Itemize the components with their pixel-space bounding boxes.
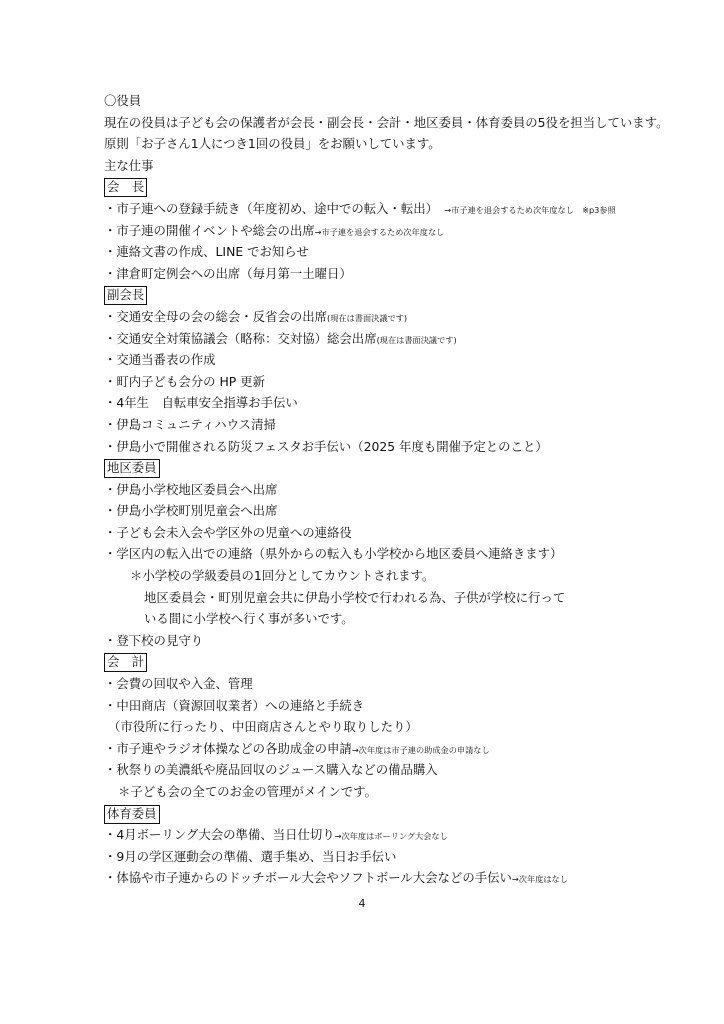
page-number: 4 <box>358 897 366 910</box>
item-text: ・中田商店（資源回収業者）への連絡と手続き <box>104 697 365 713</box>
item-text: ・伊島コミュニティハウス清掃 <box>104 416 276 432</box>
item-text: ・市子連やラジオ体操などの各助成金の申請 <box>104 740 352 756</box>
heading-chiku-row <box>104 457 704 479</box>
list-item <box>104 824 704 846</box>
sub-note: ＊小学校の学級委員の1回分としてカウントされます。 <box>130 568 435 584</box>
item-note: (現在は書面決議です) <box>376 334 457 345</box>
item-text: ・9月の学区運動会の準備、選手集め、当日お手伝い <box>104 848 397 864</box>
item-note: (現在は書面決議です) <box>327 312 408 323</box>
heading-kaikei: 会 計 <box>104 653 147 672</box>
list-item <box>104 198 704 220</box>
item-text: ・秋祭りの美濃紙や廃品回収のジュース購入などの備品購入 <box>104 762 438 778</box>
heading-taiiku: 体育委員 <box>104 805 160 824</box>
list-item: ・子ども会未入会や学区外の児童への連絡役 <box>104 524 352 540</box>
list-item <box>104 349 704 371</box>
list-item <box>104 759 704 781</box>
list-item <box>104 673 704 695</box>
sub-note: 地区委員会・町別児童会共に伊島小学校で行われる為、子供が学校に行って <box>144 589 566 605</box>
list-item <box>104 867 704 889</box>
item-text: ・4月ボーリング大会の準備、当日仕切り <box>104 827 335 843</box>
list-item <box>104 436 704 458</box>
item-text: ・町内子ども会分の HP 更新 <box>104 373 265 389</box>
item-note: →次年度はなし <box>511 874 568 885</box>
list-item <box>104 846 704 868</box>
item-text: ・市子連への登録手続き（年度初め、途中での転入・転出） <box>104 200 445 216</box>
item-text: ・4年生 自転車安全指導お手伝い <box>104 395 298 411</box>
item-text: ・交通安全母の会の総会・反省会の出席 <box>104 308 328 324</box>
item-note: →次年度は市子連の助成金の申請なし <box>351 744 490 755</box>
list-item <box>104 328 704 350</box>
item-text: ・市子連の開催イベントや総会の出席 <box>104 222 315 238</box>
sub-note: いる間に小学校へ行く事が多いです。 <box>144 611 354 627</box>
list-item <box>104 220 704 242</box>
item-text: ・会費の回収や入金、管理 <box>104 676 253 692</box>
list-item: ・学区内の転入出での連絡（県外からの転入も小学校から地区委員へ連絡きます） <box>104 546 563 562</box>
list-item <box>104 738 704 760</box>
list-item: ・伊島小学校町別児童会へ出席 <box>104 503 278 519</box>
list-item <box>104 414 704 436</box>
intro-line-3: 主な仕事 <box>104 157 154 173</box>
heading-kaikei-row <box>104 651 704 673</box>
item-text: ＊子ども会の全てのお金の管理がメインです。 <box>118 784 377 799</box>
item-note: →市子連を退会するため次年度なし <box>314 226 445 237</box>
heading-kaicho: 会 長 <box>104 178 147 197</box>
item-text: （市役所に行ったり、中田商店さんとやり取りしたり） <box>108 719 418 735</box>
heading-taiiku-row <box>104 803 704 825</box>
list-item <box>104 241 704 263</box>
intro-line-2: 原則「お子さん1人につき1回の役員」をお願いしています。 <box>104 136 441 152</box>
section-title: 〇役員 <box>104 93 142 108</box>
list-item: ・登下校の見守り <box>104 632 204 648</box>
heading-kaicho-row <box>104 176 704 198</box>
item-text: ・交通当番表の作成 <box>104 352 216 368</box>
item-note: →次年度はボーリング大会なし <box>334 831 448 842</box>
item-note: →市子連を退会するため次年度なし ※p3参照 <box>444 204 616 215</box>
heading-fukukaicho-row <box>104 284 704 306</box>
item-text: ・連絡文書の作成、LINE でお知らせ <box>104 244 309 260</box>
item-text: ・交通安全対策協議会（略称：交対協）総会出席 <box>104 330 377 346</box>
list-item <box>104 392 704 414</box>
list-item: ・伊島小学校地区委員会へ出席 <box>104 481 278 497</box>
item-text: ・体協や市子連からのドッチボール大会やソフトボール大会などの手伝い <box>104 870 512 886</box>
item-text: ・津倉町定例会への出席（毎月第一土曜日） <box>104 265 352 281</box>
list-item <box>104 371 704 393</box>
item-text: ・伊島小で開催される防災フェスタお手伝い（2025 年度も開催予定とのこと） <box>104 438 548 454</box>
list-item <box>104 781 704 803</box>
list-item <box>104 695 704 717</box>
heading-fukukaicho: 副会長 <box>104 286 147 305</box>
list-item <box>104 306 704 328</box>
list-item <box>104 716 704 738</box>
document-body <box>104 90 704 889</box>
heading-chiku: 地区委員 <box>104 459 160 478</box>
list-item <box>104 263 704 285</box>
intro-line-1: 現在の役員は子ども会の保護者が会長・副会長・会計・地区委員・体育委員の5役を担当しています。 <box>104 114 669 130</box>
